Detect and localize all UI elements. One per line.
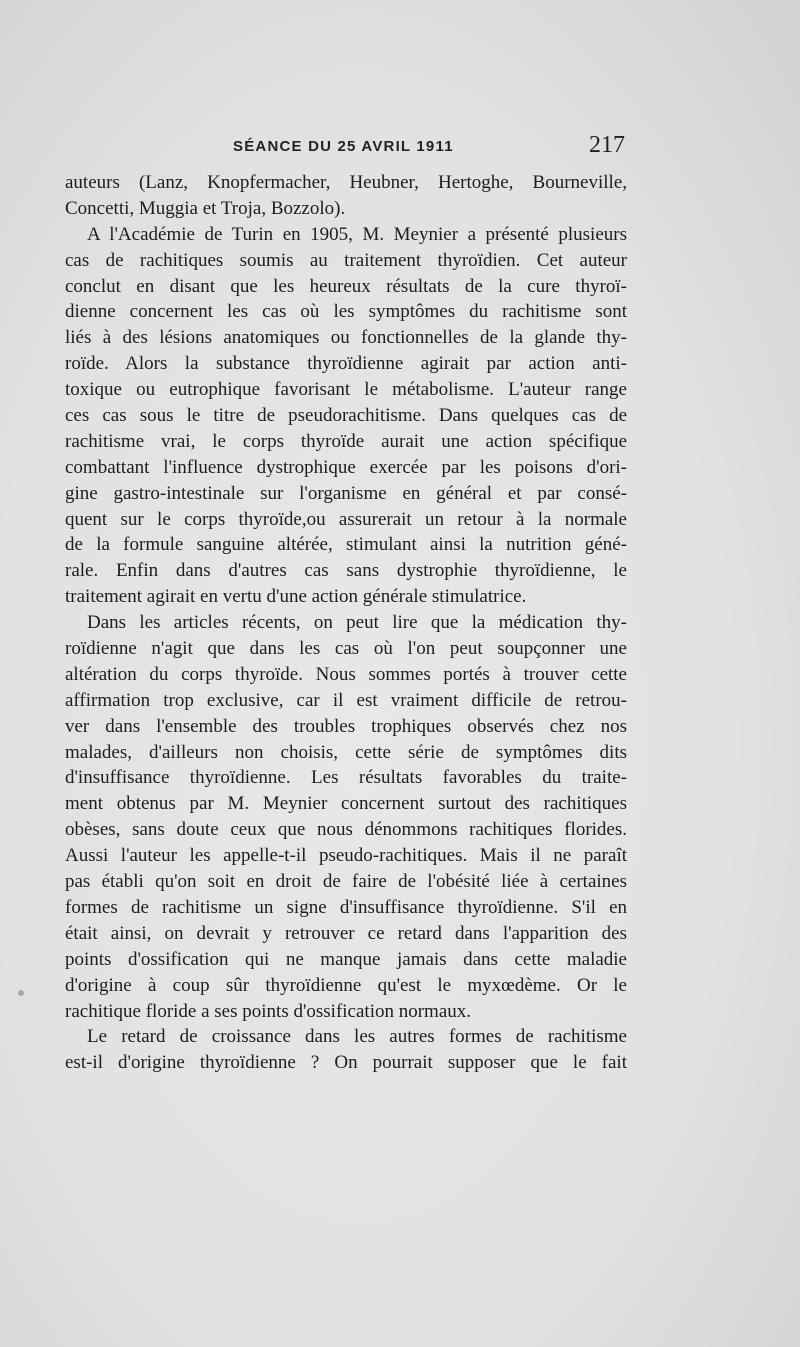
text-line: quent sur le corps thyroïde,ou assurerait un retour à la normale <box>65 508 627 530</box>
text-line: Le retard de croissance dans les autres formes de rachitisme <box>87 1026 627 1048</box>
text-line: A l'Académie de Turin en 1905, M. Meynier a présenté plusieurs <box>87 223 627 245</box>
text-line: cas de rachitiques soumis au traitement thyroïdien. Cet auteur <box>65 249 627 271</box>
text-line: gine gastro-intestinale sur l'organisme en général et par consé- <box>65 482 627 504</box>
running-head: SÉANCE DU 25 AVRIL 1911 <box>233 138 454 155</box>
text-line: Dans les articles récents, on peut lire que la médication thy- <box>87 612 627 634</box>
text-line: rachitisme vrai, le corps thyroïde aurait une action spécifique <box>65 430 627 452</box>
text-line: d'origine à coup sûr thyroïdienne qu'est le myxœdème. Or le <box>65 974 627 996</box>
text-line: malades, d'ailleurs non choisis, cette série de symptômes dits <box>65 741 627 763</box>
text-line: toxique ou eutrophique favorisant le métabolisme. L'auteur range <box>65 379 627 401</box>
text-line: Aussi l'auteur les appelle-t-il pseudo-rachitiques. Mais il ne paraît <box>65 845 627 867</box>
text-line: affirmation trop exclusive, car il est vraiment difficile de retrou- <box>65 689 627 711</box>
text-line: ces cas sous le titre de pseudorachitisme. Dans quelques cas de <box>65 405 627 427</box>
text-line: était ainsi, on devrait y retrouver ce retard dans l'apparition des <box>65 922 627 944</box>
margin-speck <box>18 990 24 996</box>
text-line: combattant l'influence dystrophique exercée par les poisons d'ori- <box>65 456 627 478</box>
text-line: conclut en disant que les heureux résultats de la cure thyroï- <box>65 275 627 297</box>
text-line: auteurs (Lanz, Knopfermacher, Heubner, Hertoghe, Bourneville, <box>65 172 627 193</box>
text-line: traitement agirait en vertu d'une action générale stimulatrice. <box>65 586 527 608</box>
body-text <box>65 170 627 1076</box>
text-line: est-il d'origine thyroïdienne ? On pourrait supposer que le fait <box>65 1052 627 1074</box>
page-header <box>65 132 627 162</box>
page-number: 217 <box>589 132 625 158</box>
text-line: dienne concernent les cas où les symptômes du rachitisme sont <box>65 301 627 323</box>
text-line: obèses, sans doute ceux que nous dénommons rachitiques florides. <box>65 819 627 841</box>
text-line: points d'ossification qui ne manque jamais dans cette maladie <box>65 948 627 970</box>
text-line: de la formule sanguine altérée, stimulant ainsi la nutrition géné- <box>65 534 627 556</box>
text-line: rale. Enfin dans d'autres cas sans dystrophie thyroïdienne, le <box>65 560 627 582</box>
text-line: pas établi qu'on soit en droit de faire de l'obésité liée à certaines <box>65 871 627 893</box>
text-line: formes de rachitisme un signe d'insuffisance thyroïdienne. S'il en <box>65 896 627 918</box>
text-line: roïde. Alors la substance thyroïdienne agirait par action anti- <box>65 353 627 375</box>
text-line: ver dans l'ensemble des troubles trophiques observés chez nos <box>65 715 627 737</box>
text-line: ment obtenus par M. Meynier concernent surtout des rachitiques <box>65 793 627 815</box>
text-line: d'insuffisance thyroïdienne. Les résultats favorables du traite- <box>65 767 627 789</box>
text-line: altération du corps thyroïde. Nous sommes portés à trouver cette <box>65 663 627 685</box>
text-line: Concetti, Muggia et Troja, Bozzolo). <box>65 197 346 219</box>
text-line: roïdienne n'agit que dans les cas où l'on peut soupçonner une <box>65 638 627 660</box>
text-line: liés à des lésions anatomiques ou fonctionnelles de la glande thy- <box>65 327 627 349</box>
text-line: rachitique floride a ses points d'ossification normaux. <box>65 1000 472 1022</box>
